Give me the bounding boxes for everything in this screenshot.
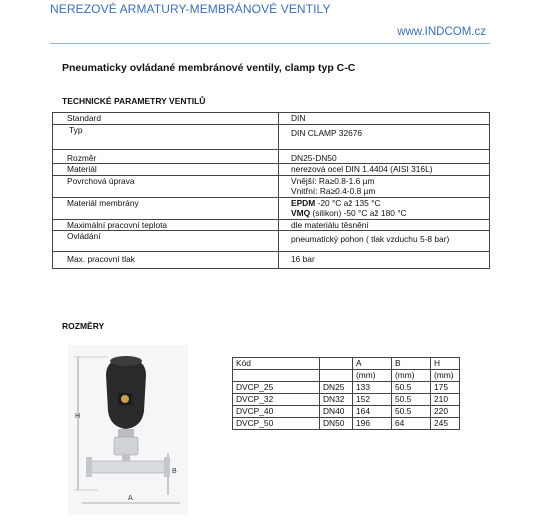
cell-h: 220 — [431, 406, 460, 418]
table-row — [233, 394, 460, 406]
table-row — [53, 197, 490, 219]
table-row — [53, 113, 490, 125]
param-value — [279, 197, 490, 219]
table-row — [233, 418, 460, 430]
param-key: Rozměr — [53, 149, 279, 164]
cell-h: 175 — [431, 382, 460, 394]
col-header: Kód — [233, 358, 320, 370]
param-value: DIN — [279, 113, 490, 125]
membrane-epdm: EPDM — [291, 197, 316, 208]
param-value: 16 bar — [279, 252, 490, 269]
table-row — [233, 406, 460, 418]
dim-b-label: B — [172, 468, 177, 475]
cell-a: 164 — [353, 406, 392, 418]
col-unit: (mm) — [353, 370, 392, 382]
cell-a: 196 — [353, 418, 392, 430]
param-value: DN25-DN50 — [279, 149, 490, 164]
table-row — [53, 175, 490, 197]
param-value: dle materiálu těsnění — [279, 219, 490, 231]
membrane-vmq: VMQ — [291, 208, 311, 218]
table-row — [53, 252, 490, 269]
col-header: H — [431, 358, 460, 370]
param-key: Materiál membrány — [53, 197, 279, 219]
param-key: Standard — [53, 113, 279, 125]
cell-b: 64 — [392, 418, 431, 430]
col-unit — [233, 370, 320, 382]
cell-dn: DN40 — [320, 406, 353, 418]
table-row — [53, 164, 490, 176]
cell-code: DVCP_32 — [233, 394, 320, 406]
param-key: Ovládání — [53, 231, 279, 252]
dim-a-label: A — [128, 495, 133, 502]
col-unit: (mm) — [392, 370, 431, 382]
table-row — [233, 370, 460, 382]
param-value: pneumatický pohon ( tlak vzduchu 5-8 bar) — [279, 231, 490, 252]
table-row — [53, 124, 490, 149]
param-key: Maximální pracovní teplota — [53, 219, 279, 231]
table-row — [53, 231, 490, 252]
header-title: NEREZOVÉ ARMATURY-MEMBRÁNOVÉ VENTILY — [50, 2, 331, 16]
cell-h: 245 — [431, 418, 460, 430]
cell-b: 50.5 — [392, 394, 431, 406]
cell-b: 50.5 — [392, 406, 431, 418]
cell-code: DVCP_50 — [233, 418, 320, 430]
col-unit — [320, 370, 353, 382]
table-row — [53, 149, 490, 164]
param-value: nerezová ocel DIN 1.4404 (AISI 316L) — [279, 164, 490, 176]
membrane-epdm-range: -20 °C až 135 °C — [315, 197, 381, 208]
cell-b: 50.5 — [392, 382, 431, 394]
tech-params-heading: TECHNICKÉ PARAMETRY VENTILŮ — [62, 96, 206, 106]
surface-inner: Vnitřní: Ra≥0.4-0.8 µm — [291, 186, 376, 196]
col-unit: (mm) — [431, 370, 460, 382]
dim-h-label: H — [75, 413, 81, 420]
col-header: A — [353, 358, 392, 370]
cell-a: 133 — [353, 382, 392, 394]
param-value — [279, 175, 490, 197]
cell-dn: DN50 — [320, 418, 353, 430]
valve-photo — [68, 345, 188, 515]
membrane-vmq-range: (silikon) -50 °C až 180 °C — [310, 208, 407, 218]
dimensions-table — [232, 357, 460, 430]
param-key: Materiál — [53, 164, 279, 176]
col-header — [320, 358, 353, 370]
dimensions-heading: ROZMĚRY — [62, 321, 105, 331]
header-website[interactable]: www.INDCOM.cz — [397, 26, 486, 38]
cell-dn: DN25 — [320, 382, 353, 394]
param-value: DIN CLAMP 32676 — [279, 124, 490, 149]
table-row — [53, 219, 490, 231]
cell-code: DVCP_25 — [233, 382, 320, 394]
tech-params-table — [52, 112, 490, 269]
table-row — [233, 358, 460, 370]
table-row — [233, 382, 460, 394]
param-key: Povrchová úprava — [53, 175, 279, 197]
cell-dn: DN32 — [320, 394, 353, 406]
header-divider — [50, 43, 490, 44]
cell-a: 152 — [353, 394, 392, 406]
col-header: B — [392, 358, 431, 370]
document-title: Pneumaticky ovládané membránové ventily, clamp typ C-C — [62, 62, 356, 74]
cell-h: 210 — [431, 394, 460, 406]
param-key: Max. pracovní tlak — [53, 252, 279, 269]
surface-outer: Vnější: Ra≥0.8-1.6 µm — [291, 175, 375, 186]
param-key: Typ — [53, 124, 279, 149]
cell-code: DVCP_40 — [233, 406, 320, 418]
